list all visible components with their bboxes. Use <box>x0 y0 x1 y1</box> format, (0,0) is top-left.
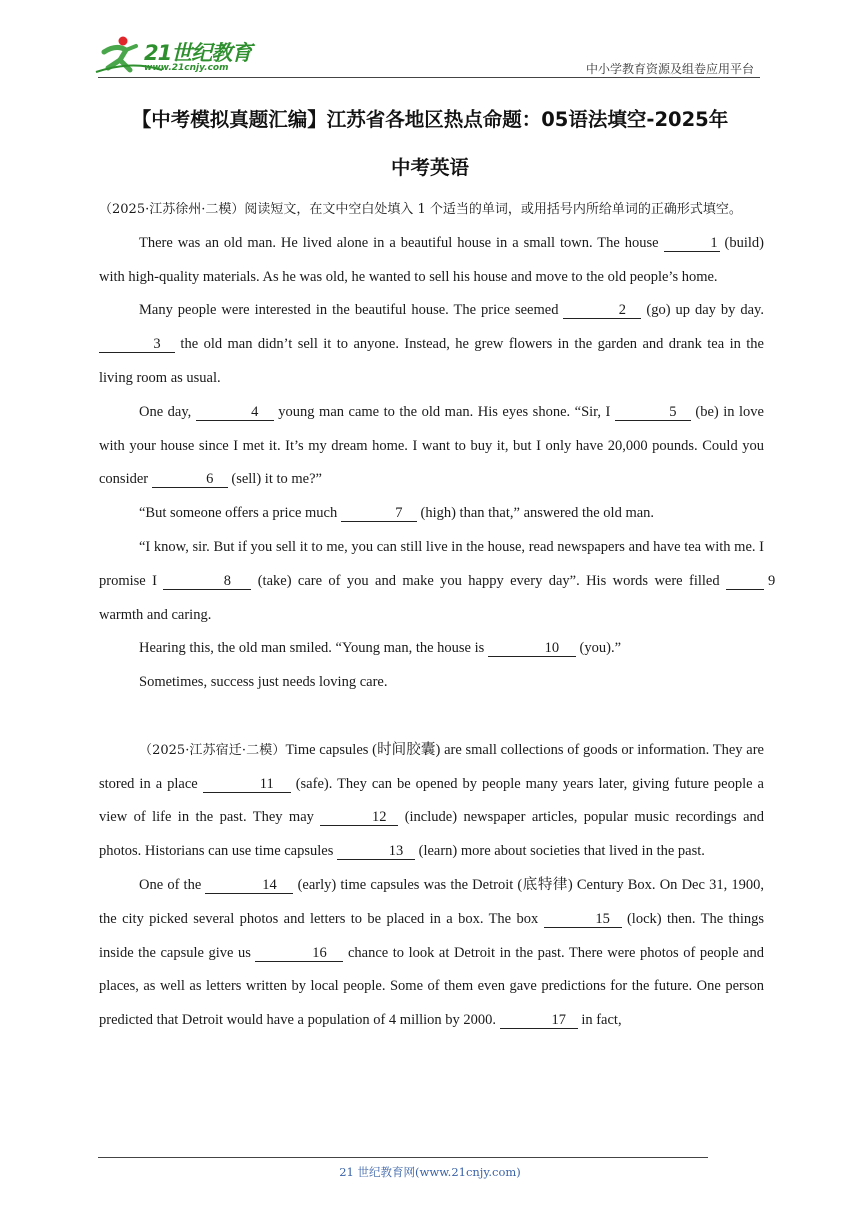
passage-gap <box>99 700 764 734</box>
answer-blank-4[interactable]: 4 <box>196 405 274 421</box>
answer-blank-6[interactable]: 6 <box>152 472 228 488</box>
title-line-2: 中考英语 <box>390 156 469 179</box>
answer-blank-1[interactable]: 1 <box>664 236 720 252</box>
footer-link[interactable]: 21 世纪教育网(www.21cnjy.com) <box>339 1165 521 1179</box>
answer-blank-12[interactable]: 12 <box>320 810 398 826</box>
answer-blank-15[interactable]: 15 <box>544 912 622 928</box>
passage1-paragraph-7: Sometimes, success just needs loving care. <box>139 674 388 691</box>
header-platform-text: 中小学教育资源及组卷应用平台 <box>585 62 754 76</box>
footer-divider <box>98 1157 708 1158</box>
passage1-paragraph-1: There was an old man. He lived alone in a beautiful house in a small town. The house 1 (build) with high-quality materials. As he was old, he wanted to sell his house and move to the old people’s home. <box>99 234 764 285</box>
passage2-paragraph-2: One of the 14 (early) time capsules was the Detroit (底特律) Century Box. On Dec 31, 1900, the city picked several photos and letters to be placed in a box. The box 15 (lock) then. The things inside the capsule give us 16 chance to look at Detroit in the past. There were photos of people and places, as well as letters written by local people. Some of them even gave predictions for the future. One person predicted that Detroit would have a population of 4 million by 2000. 17 in fact, <box>99 876 764 1029</box>
logo-url: www.21cnjy.com <box>144 63 229 73</box>
instruction-text: 阅读短文，在文中空白处填入 1 个适当的单词，或用括号内所给单词的正确形式填空。 <box>244 202 742 217</box>
site-logo <box>92 30 262 78</box>
answer-blank-7[interactable]: 7 <box>341 506 417 522</box>
answer-blank-8[interactable]: 8 <box>163 574 251 590</box>
passage1-instruction <box>99 193 764 227</box>
title-line-1: 【中考模拟真题汇编】江苏省各地区热点命题：05语法填空-2025年 <box>131 108 729 131</box>
answer-blank-9[interactable]: 9 <box>726 574 764 590</box>
answer-blank-14[interactable]: 14 <box>205 878 293 894</box>
passage1-paragraph-3: One day, 4 young man came to the old man. His eyes shone. “Sir, I 5 (be) in love with your house since I met it. It’s my dream home. I want to buy it, but I only have 20,000 pounds. Could you consider 6 (sell) it to me?” <box>99 403 764 488</box>
answer-blank-3[interactable]: 3 <box>99 337 175 353</box>
answer-blank-16[interactable]: 16 <box>255 946 343 962</box>
logo-text: 21世纪教育 <box>144 41 252 65</box>
passage1-paragraph-6: Hearing this, the old man smiled. “Young man, the house is 10 (you).” <box>139 640 621 657</box>
document-body <box>99 193 776 1038</box>
page-title <box>98 96 762 192</box>
passage2-source: （2025·江苏宿迁·二模） <box>139 742 286 758</box>
passage1-paragraph-2: Many people were interested in the beautiful house. The price seemed 2 (go) up day by day. 3 the old man didn’t sell it to anyone. Instead, he grew flowers in the garden and drank tea in the living room as usual. <box>99 302 764 386</box>
passage1-paragraph-4: “But someone offers a price much 7 (high) than that,” answered the old man. <box>139 505 655 522</box>
header-divider <box>98 77 760 78</box>
answer-blank-13[interactable]: 13 <box>337 844 415 860</box>
answer-blank-10[interactable]: 10 <box>488 641 576 657</box>
passage1-source: （2025·江苏徐州·二模） <box>99 202 245 217</box>
passage1-paragraph-5: “I know, sir. But if you sell it to me, you can still live in the house, read newspapers and have tea with me. I promise I 8 (take) care of you and make you happy every day”. His words were filled 9 warmth and caring. <box>99 538 776 623</box>
answer-blank-5[interactable]: 5 <box>615 405 691 421</box>
answer-blank-11[interactable]: 11 <box>203 777 291 793</box>
answer-blank-17[interactable]: 17 <box>500 1013 578 1029</box>
answer-blank-2[interactable]: 2 <box>563 303 641 319</box>
passage2-paragraph-1: （2025·江苏宿迁·二模）Time capsules (时间胶囊) are small collections of goods or information. They are stored in a place 11 (safe). They can be opened by people many years later, giving future people a view of life in the past. They may 12 (include) newspaper articles, popular music recordings and photos. Historians can use time capsules 13 (learn) more about societies that lived in the past. <box>99 741 765 860</box>
